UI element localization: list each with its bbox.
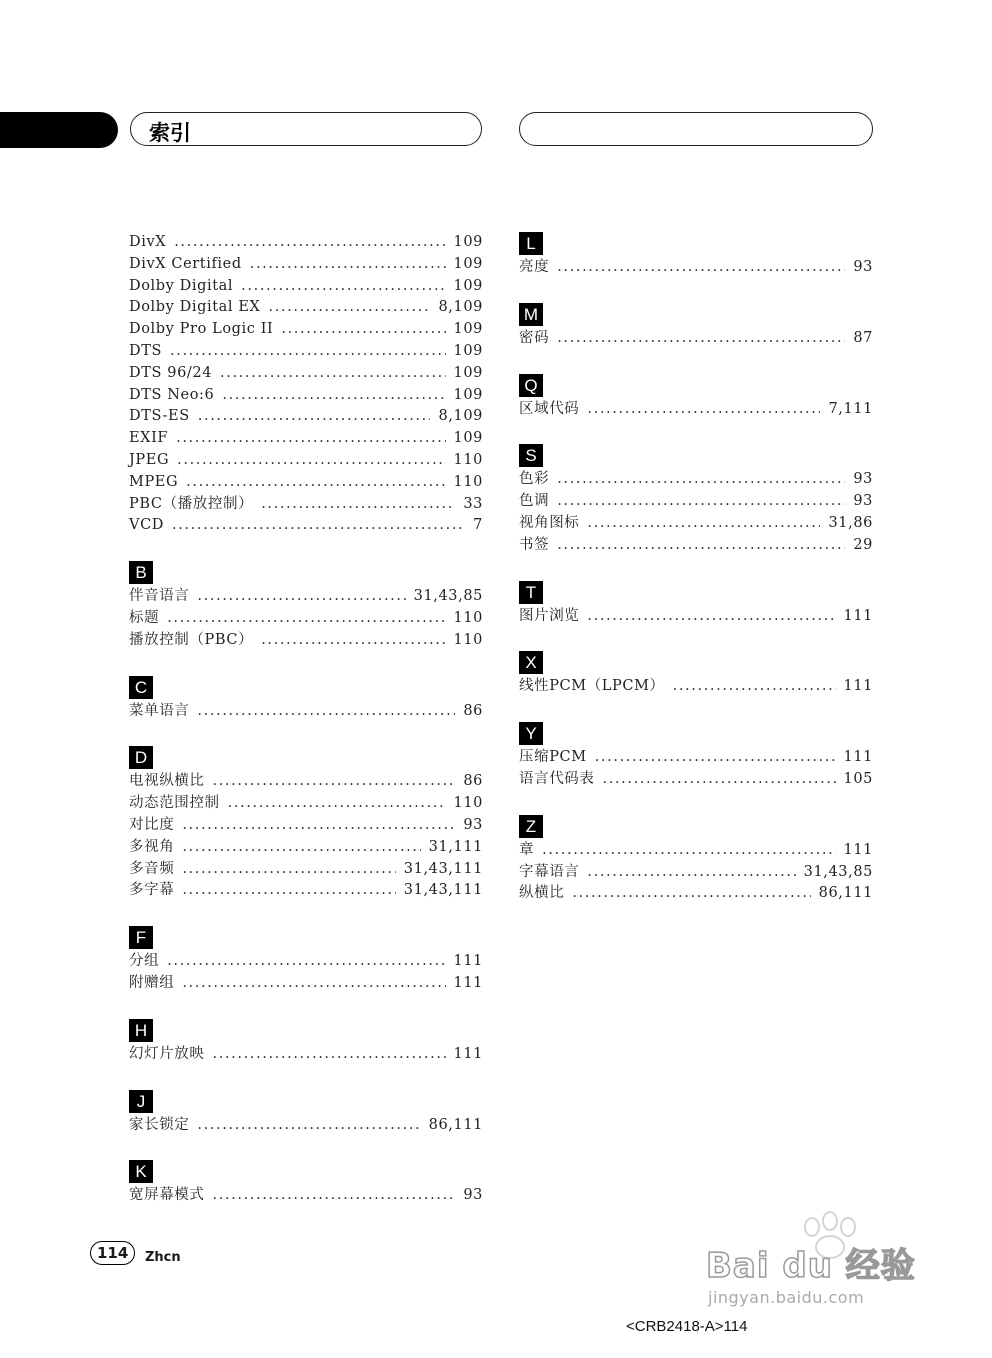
entry-page: 93 <box>853 471 873 488</box>
dot-leader <box>167 951 445 973</box>
index-entry <box>129 1044 483 1066</box>
index-entry <box>519 840 873 862</box>
index-entry <box>519 883 873 905</box>
page-number-badge: 114 <box>90 1241 135 1265</box>
index-entry <box>129 793 483 815</box>
entry-term: 色调 <box>519 493 550 510</box>
index-entry <box>129 515 483 537</box>
index-entry <box>129 1185 483 1207</box>
index-column-left <box>129 232 483 1231</box>
index-entry <box>129 837 483 859</box>
entry-term: 字幕语言 <box>519 863 580 880</box>
entry-term: DivX Certified <box>129 255 242 272</box>
dot-leader <box>198 406 431 428</box>
section-letter: D <box>129 746 153 769</box>
section-letter: K <box>129 1160 153 1183</box>
dot-leader <box>228 793 446 815</box>
dot-leader <box>557 491 845 513</box>
index-entry <box>129 254 483 276</box>
entry-term: MPEG <box>129 473 179 490</box>
dot-leader <box>197 586 405 608</box>
index-entry <box>519 513 873 535</box>
index-entry <box>129 232 483 254</box>
index-entry <box>519 328 873 350</box>
chapter-tab <box>0 112 118 148</box>
entry-page: 105 <box>843 770 873 787</box>
index-entry <box>129 276 483 298</box>
entry-page: 31,43,111 <box>403 882 483 899</box>
header-right-banner <box>519 112 873 146</box>
entry-page: 109 <box>453 342 483 359</box>
entry-term: 动态范围控制 <box>129 795 220 812</box>
dot-leader <box>673 676 836 698</box>
index-entry <box>129 815 483 837</box>
section-letter: F <box>129 926 153 949</box>
index-entry <box>519 606 873 628</box>
entry-term: DTS <box>129 342 163 359</box>
entry-page: 8,109 <box>438 299 483 316</box>
dot-leader <box>587 862 795 884</box>
entry-term: 播放控制（PBC） <box>129 631 254 648</box>
dot-leader <box>557 469 845 491</box>
index-section <box>129 1090 483 1137</box>
entry-page: 86,111 <box>818 885 873 902</box>
index-section <box>519 303 873 350</box>
entry-page: 109 <box>453 255 483 272</box>
index-entry <box>519 676 873 698</box>
dot-leader <box>572 883 810 905</box>
entry-page: 93 <box>463 1187 483 1204</box>
entry-page: 31,86 <box>828 514 873 531</box>
watermark-brand: Bai du 经验 <box>706 1246 916 1286</box>
dot-leader <box>182 837 420 859</box>
index-entry <box>519 469 873 491</box>
dot-leader <box>281 319 445 341</box>
section-letter: H <box>129 1019 153 1042</box>
entry-page: 109 <box>453 430 483 447</box>
entry-page: 110 <box>453 473 483 490</box>
entry-page: 31,43,85 <box>803 863 873 880</box>
index-entry <box>129 880 483 902</box>
dot-leader <box>542 840 835 862</box>
section-letter: Q <box>519 374 543 397</box>
index-section <box>129 232 483 537</box>
entry-page: 111 <box>843 678 873 695</box>
dot-leader <box>557 328 845 350</box>
entry-term: 密码 <box>519 329 550 346</box>
entry-term: DTS 96/24 <box>129 364 213 381</box>
watermark-url: jingyan.baidu.com <box>708 1288 865 1307</box>
entry-term: 多音频 <box>129 860 175 877</box>
dot-leader <box>167 608 445 630</box>
dot-leader <box>261 630 445 652</box>
entry-term: 家长锁定 <box>129 1116 190 1133</box>
dot-leader <box>176 428 445 450</box>
section-letter: C <box>129 676 153 699</box>
section-letter: S <box>519 444 543 467</box>
entry-term: JPEG <box>129 451 170 468</box>
entry-page: 111 <box>453 953 483 970</box>
index-entry <box>129 363 483 385</box>
dot-leader <box>186 472 445 494</box>
entry-page: 111 <box>843 607 873 624</box>
dot-leader <box>197 701 455 723</box>
entry-page: 93 <box>463 816 483 833</box>
dot-leader <box>587 513 820 535</box>
entry-page: 110 <box>453 609 483 626</box>
entry-term: 压缩PCM <box>519 749 587 766</box>
index-entry <box>519 747 873 769</box>
entry-term: 分组 <box>129 953 160 970</box>
entry-term: EXIF <box>129 430 169 447</box>
entry-term: DTS Neo:6 <box>129 386 215 403</box>
dot-leader <box>174 232 445 254</box>
entry-page: 33 <box>463 495 483 512</box>
index-entry <box>129 771 483 793</box>
entry-term: VCD <box>129 517 164 534</box>
index-section <box>129 926 483 995</box>
entry-page: 86,111 <box>428 1116 483 1133</box>
entry-term: 标题 <box>129 609 160 626</box>
index-entry <box>129 1115 483 1137</box>
entry-page: 7,111 <box>828 400 873 417</box>
index-section <box>129 746 483 902</box>
dot-leader <box>213 771 456 793</box>
index-entry <box>129 450 483 472</box>
section-letter: Y <box>519 722 543 745</box>
index-section <box>519 232 873 279</box>
entry-term: Dolby Pro Logic II <box>129 321 274 338</box>
index-section <box>129 1160 483 1207</box>
dot-leader <box>182 973 445 995</box>
title-banner <box>130 112 482 146</box>
entry-page: 110 <box>453 631 483 648</box>
dot-leader <box>595 747 836 769</box>
dot-leader <box>197 1115 420 1137</box>
index-entry <box>129 319 483 341</box>
entry-page: 111 <box>453 1045 483 1062</box>
index-entry <box>519 535 873 557</box>
dot-leader <box>213 1185 456 1207</box>
entry-page: 111 <box>453 974 483 991</box>
dot-leader <box>587 399 820 421</box>
entry-term: DTS-ES <box>129 408 190 425</box>
index-entry <box>519 399 873 421</box>
entry-term: 线性PCM（LPCM） <box>519 678 665 695</box>
index-entry <box>129 385 483 407</box>
index-entry <box>129 973 483 995</box>
entry-term: 幻灯片放映 <box>129 1045 205 1062</box>
entry-term: 附赠组 <box>129 974 175 991</box>
index-column-right <box>519 232 873 929</box>
index-entry <box>129 859 483 881</box>
dot-leader <box>557 535 845 557</box>
entry-term: 多字幕 <box>129 882 175 899</box>
entry-term: 多视角 <box>129 838 175 855</box>
section-letter: L <box>519 232 543 255</box>
section-letter: J <box>129 1090 153 1113</box>
section-letter: Z <box>519 815 543 838</box>
dot-leader <box>220 363 445 385</box>
entry-page: 109 <box>453 234 483 250</box>
entry-term: 对比度 <box>129 816 175 833</box>
index-entry <box>129 494 483 516</box>
index-section <box>129 561 483 651</box>
entry-page: 111 <box>843 749 873 766</box>
section-letter: M <box>519 303 543 326</box>
index-section <box>129 1019 483 1066</box>
entry-page: 109 <box>453 386 483 403</box>
entry-term: 亮度 <box>519 259 550 275</box>
entry-term: 图片浏览 <box>519 607 580 624</box>
entry-page: 86 <box>463 773 483 790</box>
index-entry <box>129 341 483 363</box>
index-section <box>519 815 873 905</box>
index-entry <box>129 586 483 608</box>
entry-term: 伴音语言 <box>129 588 190 605</box>
index-entry <box>519 769 873 791</box>
dot-leader <box>557 257 845 279</box>
index-section <box>519 651 873 698</box>
entry-term: 电视纵横比 <box>129 773 205 790</box>
index-entry <box>519 862 873 884</box>
index-entry <box>129 951 483 973</box>
entry-term: 章 <box>519 841 535 858</box>
index-entry <box>129 701 483 723</box>
entry-term: 书签 <box>519 536 550 553</box>
entry-page: 31,111 <box>428 838 483 855</box>
index-entry <box>129 406 483 428</box>
entry-term: 语言代码表 <box>519 770 595 787</box>
index-section <box>519 581 873 628</box>
entry-page: 111 <box>843 841 873 858</box>
index-entry <box>129 630 483 652</box>
index-entry <box>519 257 873 279</box>
entry-term: Dolby Digital EX <box>129 299 261 316</box>
entry-term: DivX <box>129 234 167 250</box>
dot-leader <box>182 859 395 881</box>
entry-page: 7 <box>473 517 483 534</box>
entry-term: Dolby Digital <box>129 277 234 294</box>
dot-leader <box>182 880 395 902</box>
section-letter: T <box>519 581 543 604</box>
dot-leader <box>213 1044 446 1066</box>
document-code: <CRB2418-A>114 <box>626 1318 748 1335</box>
index-section <box>519 444 873 556</box>
section-letter: B <box>129 561 153 584</box>
index-entry <box>129 472 483 494</box>
dot-leader <box>250 254 446 276</box>
entry-term: 宽屏幕模式 <box>129 1187 205 1204</box>
index-entry <box>129 297 483 319</box>
entry-term: 色彩 <box>519 471 550 488</box>
entry-page: 109 <box>453 321 483 338</box>
dot-leader <box>182 815 455 837</box>
dot-leader <box>170 341 445 363</box>
index-section <box>129 676 483 723</box>
dot-leader <box>587 606 835 628</box>
index-section <box>519 722 873 791</box>
entry-page: 87 <box>853 329 873 346</box>
dot-leader <box>222 385 445 407</box>
entry-page: 31,43,111 <box>403 860 483 877</box>
entry-page: 31,43,85 <box>413 588 483 605</box>
entry-page: 110 <box>453 451 483 468</box>
entry-page: 86 <box>463 702 483 719</box>
dot-leader <box>268 297 430 319</box>
language-code: Zhcn <box>145 1250 181 1265</box>
index-section <box>519 374 873 421</box>
entry-term: 区域代码 <box>519 400 580 417</box>
entry-term: 视角图标 <box>519 514 580 531</box>
section-letter: X <box>519 651 543 674</box>
dot-leader <box>172 515 465 537</box>
index-entry <box>129 608 483 630</box>
index-entry <box>519 491 873 513</box>
dot-leader <box>261 494 455 516</box>
index-entry <box>129 428 483 450</box>
entry-page: 29 <box>853 536 873 553</box>
dot-leader <box>241 276 445 298</box>
dot-leader <box>603 769 836 791</box>
entry-page: 109 <box>453 364 483 381</box>
entry-page: 93 <box>853 259 873 275</box>
entry-page: 8,109 <box>438 408 483 425</box>
entry-page: 109 <box>453 277 483 294</box>
entry-page: 93 <box>853 493 873 510</box>
page-title: 索引 <box>149 121 191 145</box>
entry-term: PBC（播放控制） <box>129 495 254 512</box>
entry-term: 纵横比 <box>519 885 565 902</box>
dot-leader <box>177 450 445 472</box>
entry-term: 菜单语言 <box>129 702 190 719</box>
entry-page: 110 <box>453 795 483 812</box>
